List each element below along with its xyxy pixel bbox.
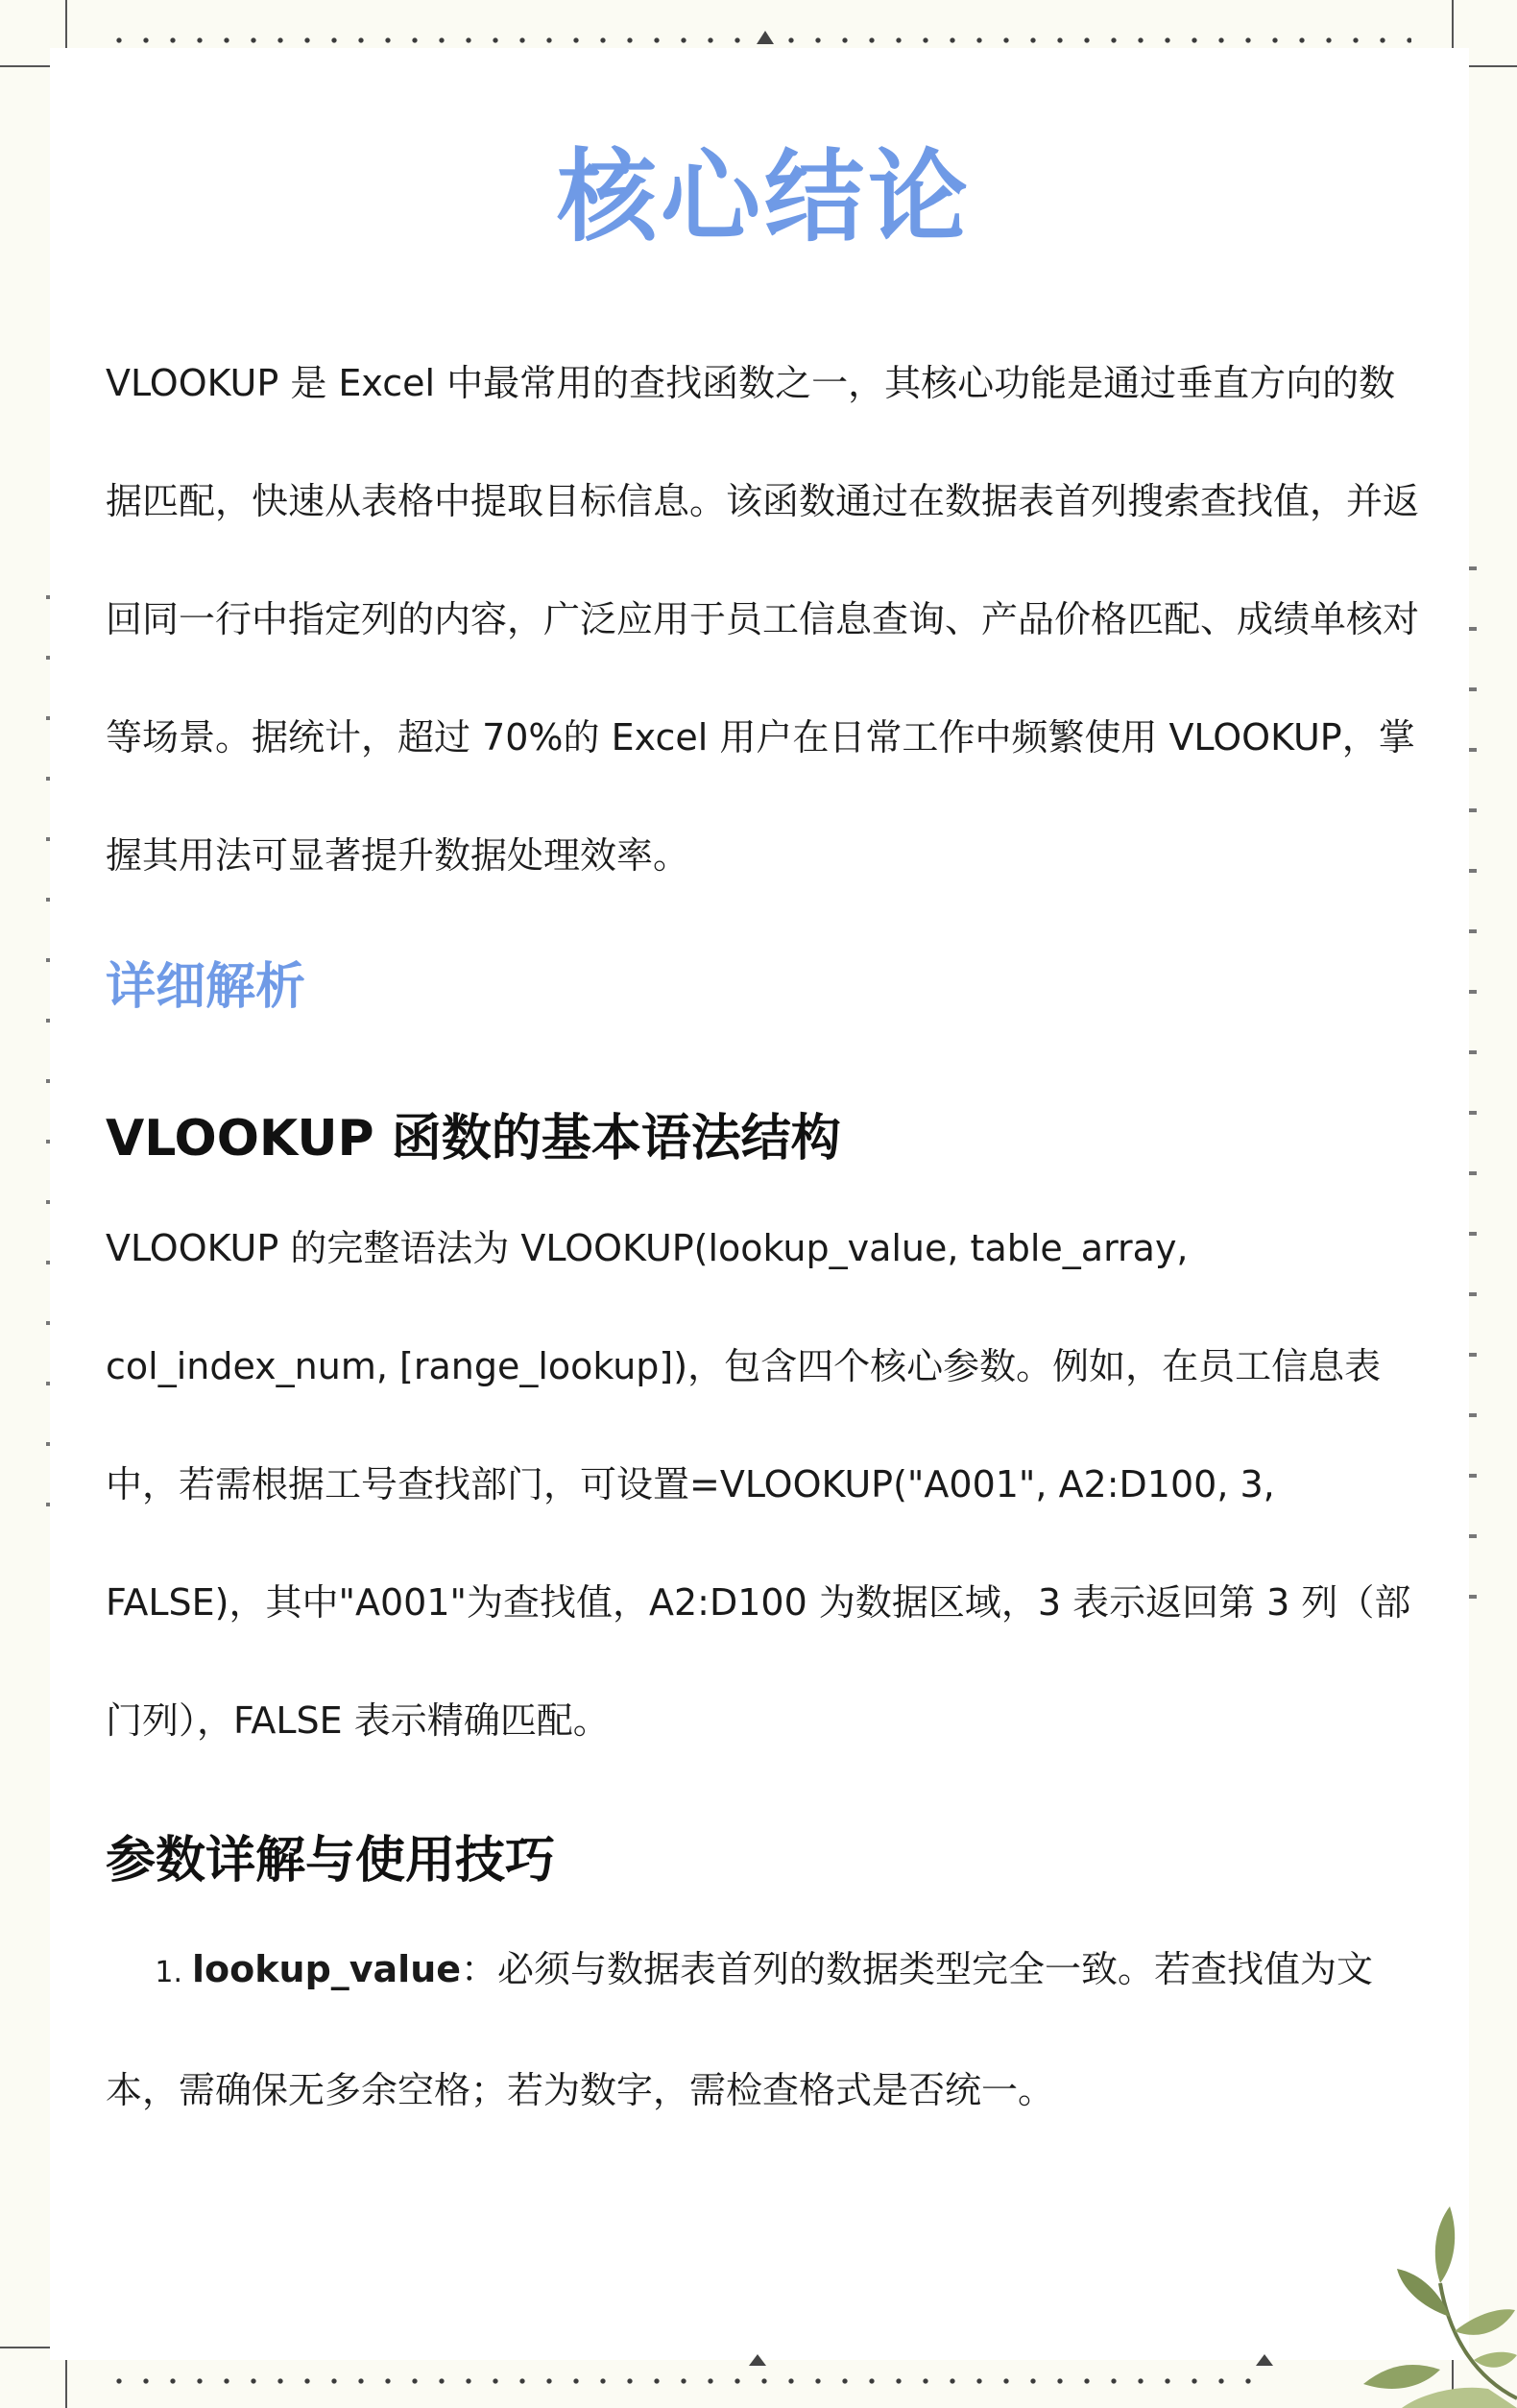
heading-syntax: VLOOKUP 函数的基本语法结构 [106,1110,841,1168]
tick-marks-right [1469,566,1477,1623]
list-item-term: lookup_value [192,1948,462,1990]
intro-paragraph: VLOOKUP 是 Excel 中最常用的查找函数之一，其核心功能是通过垂直方向的数据匹配，快速从表格中提取目标信息。该函数通过在数据表首列搜索查找值，并返回同一行中指定列的内容，广泛应用于员工信息查询、产品价格匹配、成绩单核对等场景。据统计，超过 70%的 Excel 用户在日常工作中频繁使用 VLOOKUP，掌握其用法可显著提升数据处理效率。 [106,362,1420,877]
leaf-branch-icon [1296,2197,1517,2408]
list-item [106,1911,1423,2150]
page-title: 核心结论 [556,138,972,255]
list-item-number: 1. [155,1956,182,1989]
dotted-border-bottom [106,2376,1267,2386]
heading-parameters: 参数详解与使用技巧 [106,1832,556,1890]
triangle-ornament-top [757,31,774,44]
list-item-text: ：必须与数据表首列的数据类型完全一致。若查找值为文本，需确保无多余空格；若为数字，需检查格式是否统一。 [106,1948,1374,2111]
section-label-detailed-analysis: 详细解析 [106,958,306,1016]
content-card [50,48,1469,2360]
triangle-ornament-bottom-1 [749,2354,766,2366]
syntax-paragraph: VLOOKUP 的完整语法为 VLOOKUP(lookup_value, table_array, col_index_num, [range_lookup])，包含四个核心参数。例如，在员工信息表中，若需根据工号查找部门，可设置=VLOOKUP("A001", A2:D100, 3, FALSE)，其中"A001"为查找值，A2:D100 为数据区域，3 表示返回第 3 列（部门列），FALSE 表示精确匹配。 [106,1227,1411,1742]
triangle-ornament-bottom-2 [1256,2354,1273,2366]
